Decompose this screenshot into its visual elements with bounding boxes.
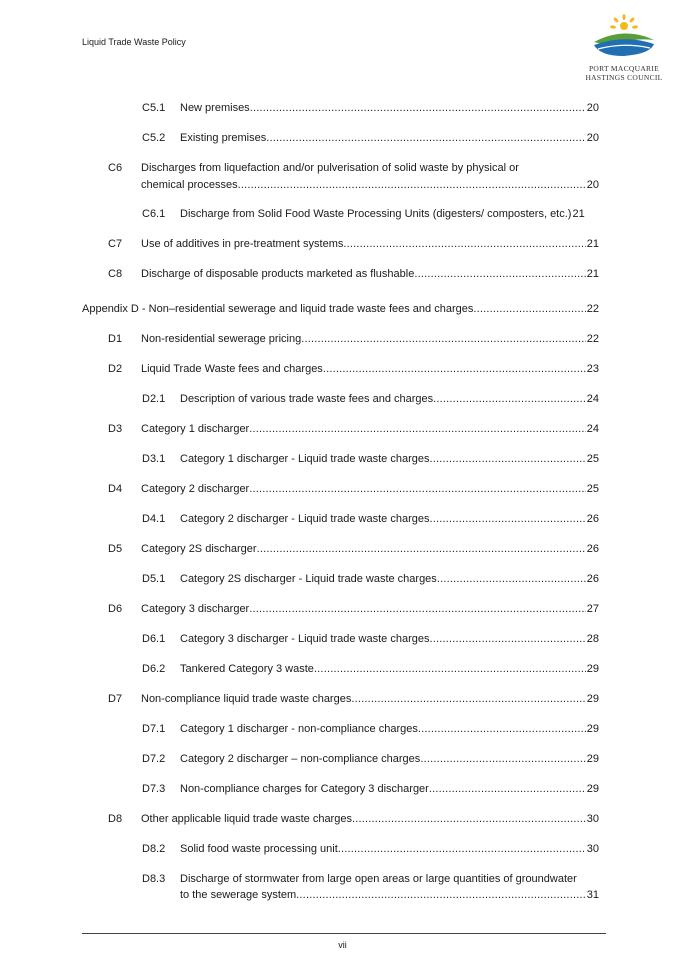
toc-page: 21 <box>586 238 599 250</box>
toc-page: 30 <box>586 813 599 825</box>
toc-number: D1 <box>108 333 123 345</box>
toc-title: Category 2S discharger <box>141 543 257 555</box>
footer-divider <box>82 933 606 934</box>
toc-number: D3.1 <box>142 453 166 465</box>
toc-page: 29 <box>586 663 599 675</box>
toc-number: D2 <box>108 363 123 375</box>
toc-number: C6.1 <box>142 208 166 220</box>
toc-title: Category 2S discharger - Liquid trade waste charges <box>180 573 437 585</box>
toc-page: 20 <box>586 179 599 191</box>
toc-number: D5 <box>108 543 123 555</box>
toc-number: D7.3 <box>142 783 166 795</box>
toc-page: 30 <box>586 843 599 855</box>
page-number: vii <box>338 940 347 950</box>
toc-title-line1: Discharges from liquefaction and/or pulverisation of solid waste by physical or <box>141 162 519 174</box>
toc-entry[interactable] <box>108 161 599 193</box>
toc-number: D5.1 <box>142 573 166 585</box>
logo-text-line1: PORT MACQUARIE <box>588 64 660 73</box>
toc-page: 24 <box>586 393 599 405</box>
toc-page: 25 <box>586 483 599 495</box>
toc-title: Category 2 discharger <box>141 483 250 495</box>
toc-page: 22 <box>586 333 599 345</box>
toc-title: Category 1 discharger - Liquid trade waste charges <box>180 453 430 465</box>
toc-title: Category 1 discharger <box>141 423 250 435</box>
toc-title: Category 3 discharger <box>141 603 250 615</box>
toc-page: 25 <box>586 453 599 465</box>
toc-number: D6.1 <box>142 633 166 645</box>
toc-number: D3 <box>108 423 123 435</box>
toc-title: Discharge of disposable products marketed as flushable <box>141 268 415 280</box>
toc-page: 29 <box>586 693 599 705</box>
header-title: Liquid Trade Waste Policy <box>82 37 186 47</box>
logo-text-line2: HASTINGS COUNCIL <box>585 73 663 82</box>
toc-page: 26 <box>586 573 599 585</box>
toc-page: 29 <box>586 723 599 735</box>
toc-title: Category 2 discharger - Liquid trade waste charges <box>180 513 430 525</box>
toc-title: Category 3 discharger - Liquid trade waste charges <box>180 633 430 645</box>
toc-number: C5.2 <box>142 132 166 144</box>
toc-number: C5.1 <box>142 102 166 114</box>
toc-title: Existing premises <box>180 132 267 144</box>
toc-page: 23 <box>586 363 599 375</box>
toc-number: D4 <box>108 483 123 495</box>
toc-page: 21 <box>572 208 585 220</box>
toc-title: Non-residential sewerage pricing <box>141 333 302 345</box>
toc-title: Tankered Category 3 waste <box>180 663 314 675</box>
toc-number: D7 <box>108 693 123 705</box>
toc-title: New premises <box>180 102 250 114</box>
toc-page: 26 <box>586 543 599 555</box>
toc-entry[interactable] <box>142 872 599 904</box>
toc-title: Liquid Trade Waste fees and charges <box>141 363 323 375</box>
toc-number: D8.2 <box>142 843 166 855</box>
toc-title: Non-compliance charges for Category 3 discharger <box>180 783 429 795</box>
council-logo <box>578 12 670 84</box>
toc-title: Category 2 discharger – non-compliance charges <box>180 753 421 765</box>
toc-page: 31 <box>586 889 599 901</box>
toc-number: D8.3 <box>142 873 166 885</box>
toc-number: D6 <box>108 603 123 615</box>
toc-number: C7 <box>108 238 123 250</box>
toc-page: 22 <box>586 303 599 315</box>
toc-title: chemical processes <box>141 179 238 191</box>
toc-number: D8 <box>108 813 123 825</box>
toc-page: 20 <box>586 102 599 114</box>
toc-number: C8 <box>108 268 123 280</box>
toc-title: Other applicable liquid trade waste charges <box>141 813 352 825</box>
toc-title: to the sewerage system <box>180 889 297 901</box>
sun-wave-icon <box>578 12 670 64</box>
toc-title: Use of additives in pre-treatment systems <box>141 238 344 250</box>
toc-page: 28 <box>586 633 599 645</box>
toc-title-line1: Discharge of stormwater from large open areas or large quantities of groundwater <box>180 873 577 885</box>
toc-page: 20 <box>586 132 599 144</box>
toc-page: 21 <box>586 268 599 280</box>
toc-page: 27 <box>586 603 599 615</box>
toc-page: 24 <box>586 423 599 435</box>
toc-number: D4.1 <box>142 513 166 525</box>
toc-page: 29 <box>586 753 599 765</box>
toc-number: D6.2 <box>142 663 166 675</box>
toc-title: Description of various trade waste fees and charges <box>180 393 434 405</box>
toc-page: 29 <box>586 783 599 795</box>
toc-title: Solid food waste processing unit <box>180 843 338 855</box>
toc-number: D7.1 <box>142 723 166 735</box>
toc-title: Non-compliance liquid trade waste charges <box>141 693 352 705</box>
toc-number: C6 <box>108 162 123 174</box>
toc-title: Category 1 discharger - non-compliance charges <box>180 723 418 735</box>
toc-title: Discharge from Solid Food Waste Processing Units (digesters/ composters, etc.) <box>180 208 572 220</box>
toc-number: D7.2 <box>142 753 166 765</box>
toc-page: 26 <box>586 513 599 525</box>
toc-number: D2.1 <box>142 393 166 405</box>
toc-title: Appendix D - Non–residential sewerage and liquid trade waste fees and charges <box>82 303 474 315</box>
